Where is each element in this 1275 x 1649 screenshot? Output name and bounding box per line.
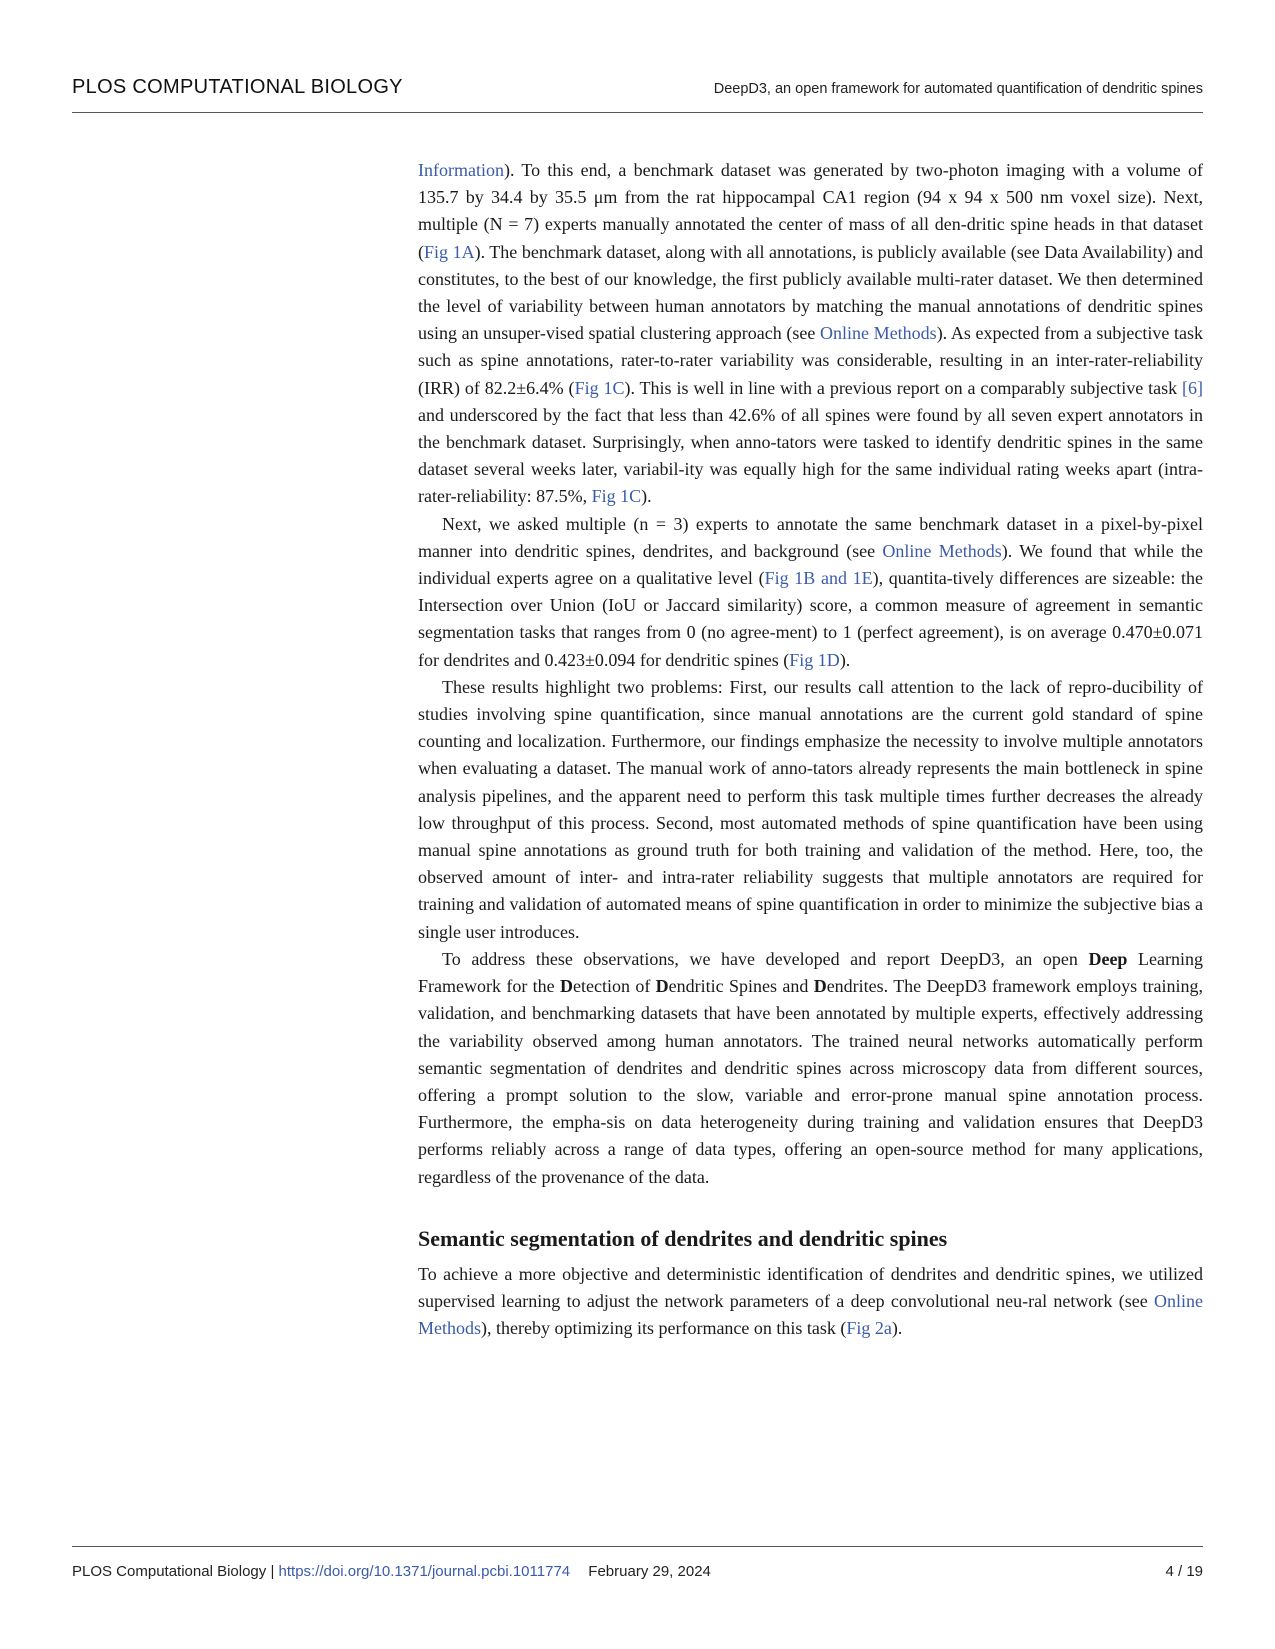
bold-text: D [813, 976, 827, 997]
text-run: ). The benchmark dataset, along with all annotations, is publicly available (see Data Availability) and constitutes, to the best of our knowledge, the first publicly available multi-rater dataset. We then determined the level of variability between human annotators by matching the manual annotations of dendritic spines using an unsuper-vised spatial clustering approach (see [418, 241, 1203, 344]
inline-reference-link[interactable]: Online Methods [820, 323, 937, 344]
inline-reference-link[interactable]: Fig 1C [591, 486, 642, 507]
page-footer [72, 1546, 1203, 1580]
article-body [418, 157, 1203, 1342]
text-run: ). This is well in line with a previous report on a comparably subjective task [624, 377, 1182, 398]
inline-reference-link[interactable]: Fig 1B and 1E [764, 568, 873, 589]
text-run: ). [839, 649, 851, 670]
inline-reference-link[interactable]: Online Methods [418, 1290, 1203, 1339]
text-run: etection of [573, 976, 656, 997]
article-short-title: DeepD3, an open framework for automated quantification of dendritic spines [713, 81, 1203, 97]
paragraph [418, 157, 1203, 511]
page-number: 4 / 19 [1165, 1563, 1203, 1580]
text-run: To achieve a more objective and deterministic identification of dendrites and dendritic spines, we utilized supervised learning to adjust the network parameters of a deep convolutional neu-ral network (see [418, 1263, 1203, 1311]
bold-text: D [560, 976, 573, 997]
inline-reference-link[interactable]: Information [418, 160, 504, 180]
journal-name: PLOS COMPUTATIONAL BIOLOGY [72, 76, 403, 98]
bold-text: D [655, 976, 669, 997]
text-run: ). [641, 486, 652, 507]
text-run: ). To this end, a benchmark dataset was generated by two-photon imaging with a volume of 135.7 by 34.4 by 35.5 μm from the rat hippocampal CA1 region (94 x 94 x 500 nm voxel size). Next, multiple (N = 7) experts manually annotated the center of mass of all den-dritic spine heads in that dataset ( [418, 160, 1203, 262]
bold-text: Deep [1088, 948, 1128, 969]
paragraph [418, 946, 1203, 1191]
text-run: ). As expected from a subjective task such as spine annotations, rater-to-rater variability was considerable, resulting in an inter-rater-reliability (IRR) of 82.2±6.4% ( [418, 323, 1203, 398]
inline-reference-link[interactable]: Fig 2a [846, 1318, 892, 1339]
text-run: To address these observations, we have developed and report DeepD3, an open [442, 948, 1089, 969]
publication-date: February 29, 2024 [588, 1563, 711, 1580]
text-run: and underscored by the fact that less than 42.6% of all spines were found by all seven expert annotators in the benchmark dataset. Surprisingly, when anno-tators were tasked to identify dendritic spines in the same dataset several weeks later, variabil-ity was equally high for the same individual rating weeks apart (intra-rater-reliability: 87.5%, [418, 404, 1203, 507]
text-run: endrites. The DeepD3 framework employs training, validation, and benchmarking datasets that have been annotated by multiple experts, effectively addressing the variability observed among human annotators. The trained neural networks automatically perform semantic segmentation of dendrites and dendritic spines across microscopy data from different sources, offering a prompt solution to the slow, variable and error-prone manual spine annotation process. Furthermore, the empha-sis on data heterogeneity during training and validation ensures that DeepD3 performs reliably across a range of data types, offering an open-source method for many applications, regardless of the provenance of the data. [418, 976, 1203, 1187]
text-run: ), thereby optimizing its performance on this task ( [481, 1318, 847, 1339]
text-run: ). We found that while the individual experts agree on a qualitative level ( [418, 540, 1203, 589]
text-run: ). [891, 1318, 903, 1339]
text-run: These results highlight two problems: First, our results call attention to the lack of repro-ducibility of studies involving spine quantification, since manual annotations are the current gold standard of spine counting and localization. Furthermore, our findings emphasize the necessity to involve multiple annotators when evaluating a dataset. The manual work of anno-tators already represents the main bottleneck in spine analysis pipelines, and the apparent need to perform this task multiple times further decreases the already low throughput of this process. Second, most automated methods of spine quantification have been using manual spine annotations as ground truth for both training and validation of the method. Here, too, the observed amount of inter- and intra-rater reliability suggests that multiple annotators are required for training and validation of automated means of spine quantification in order to minimize the subjective bias a single user introduces. [418, 676, 1203, 942]
page-header [72, 72, 1203, 113]
inline-reference-link[interactable]: Online Methods [882, 540, 1002, 561]
text-run: endritic Spines and [668, 976, 814, 997]
text-run: ), quantita-tively differences are sizeable: the Intersection over Union (IoU or Jaccard similarity) score, a common measure of agreement in semantic segmentation tasks that ranges from 0 (no agree-ment) to 1 (perfect agreement), is on average 0.470±0.071 for dendrites and 0.423±0.094 for dendritic spines ( [418, 568, 1203, 670]
inline-reference-link[interactable]: Fig 1A [424, 241, 475, 262]
paragraph [418, 1261, 1203, 1343]
inline-reference-link[interactable]: Fig 1C [574, 377, 625, 398]
text-run: Learning Framework for the [418, 948, 1203, 997]
paragraph [418, 511, 1203, 674]
section-heading: Semantic segmentation of dendrites and dendritic spines [418, 1225, 948, 1251]
paragraph [418, 674, 1203, 946]
inline-reference-link[interactable]: Fig 1D [789, 649, 840, 670]
inline-reference-link[interactable]: [6] [1182, 377, 1203, 398]
footer-journal: PLOS Computational Biology | [72, 1563, 275, 1580]
text-run: Next, we asked multiple (n = 3) experts to annotate the same benchmark dataset in a pixel-by-pixel manner into dendritic spines, dendrites, and background (see [418, 513, 1203, 561]
doi-link[interactable]: https://doi.org/10.1371/journal.pcbi.1011774 [278, 1563, 571, 1580]
